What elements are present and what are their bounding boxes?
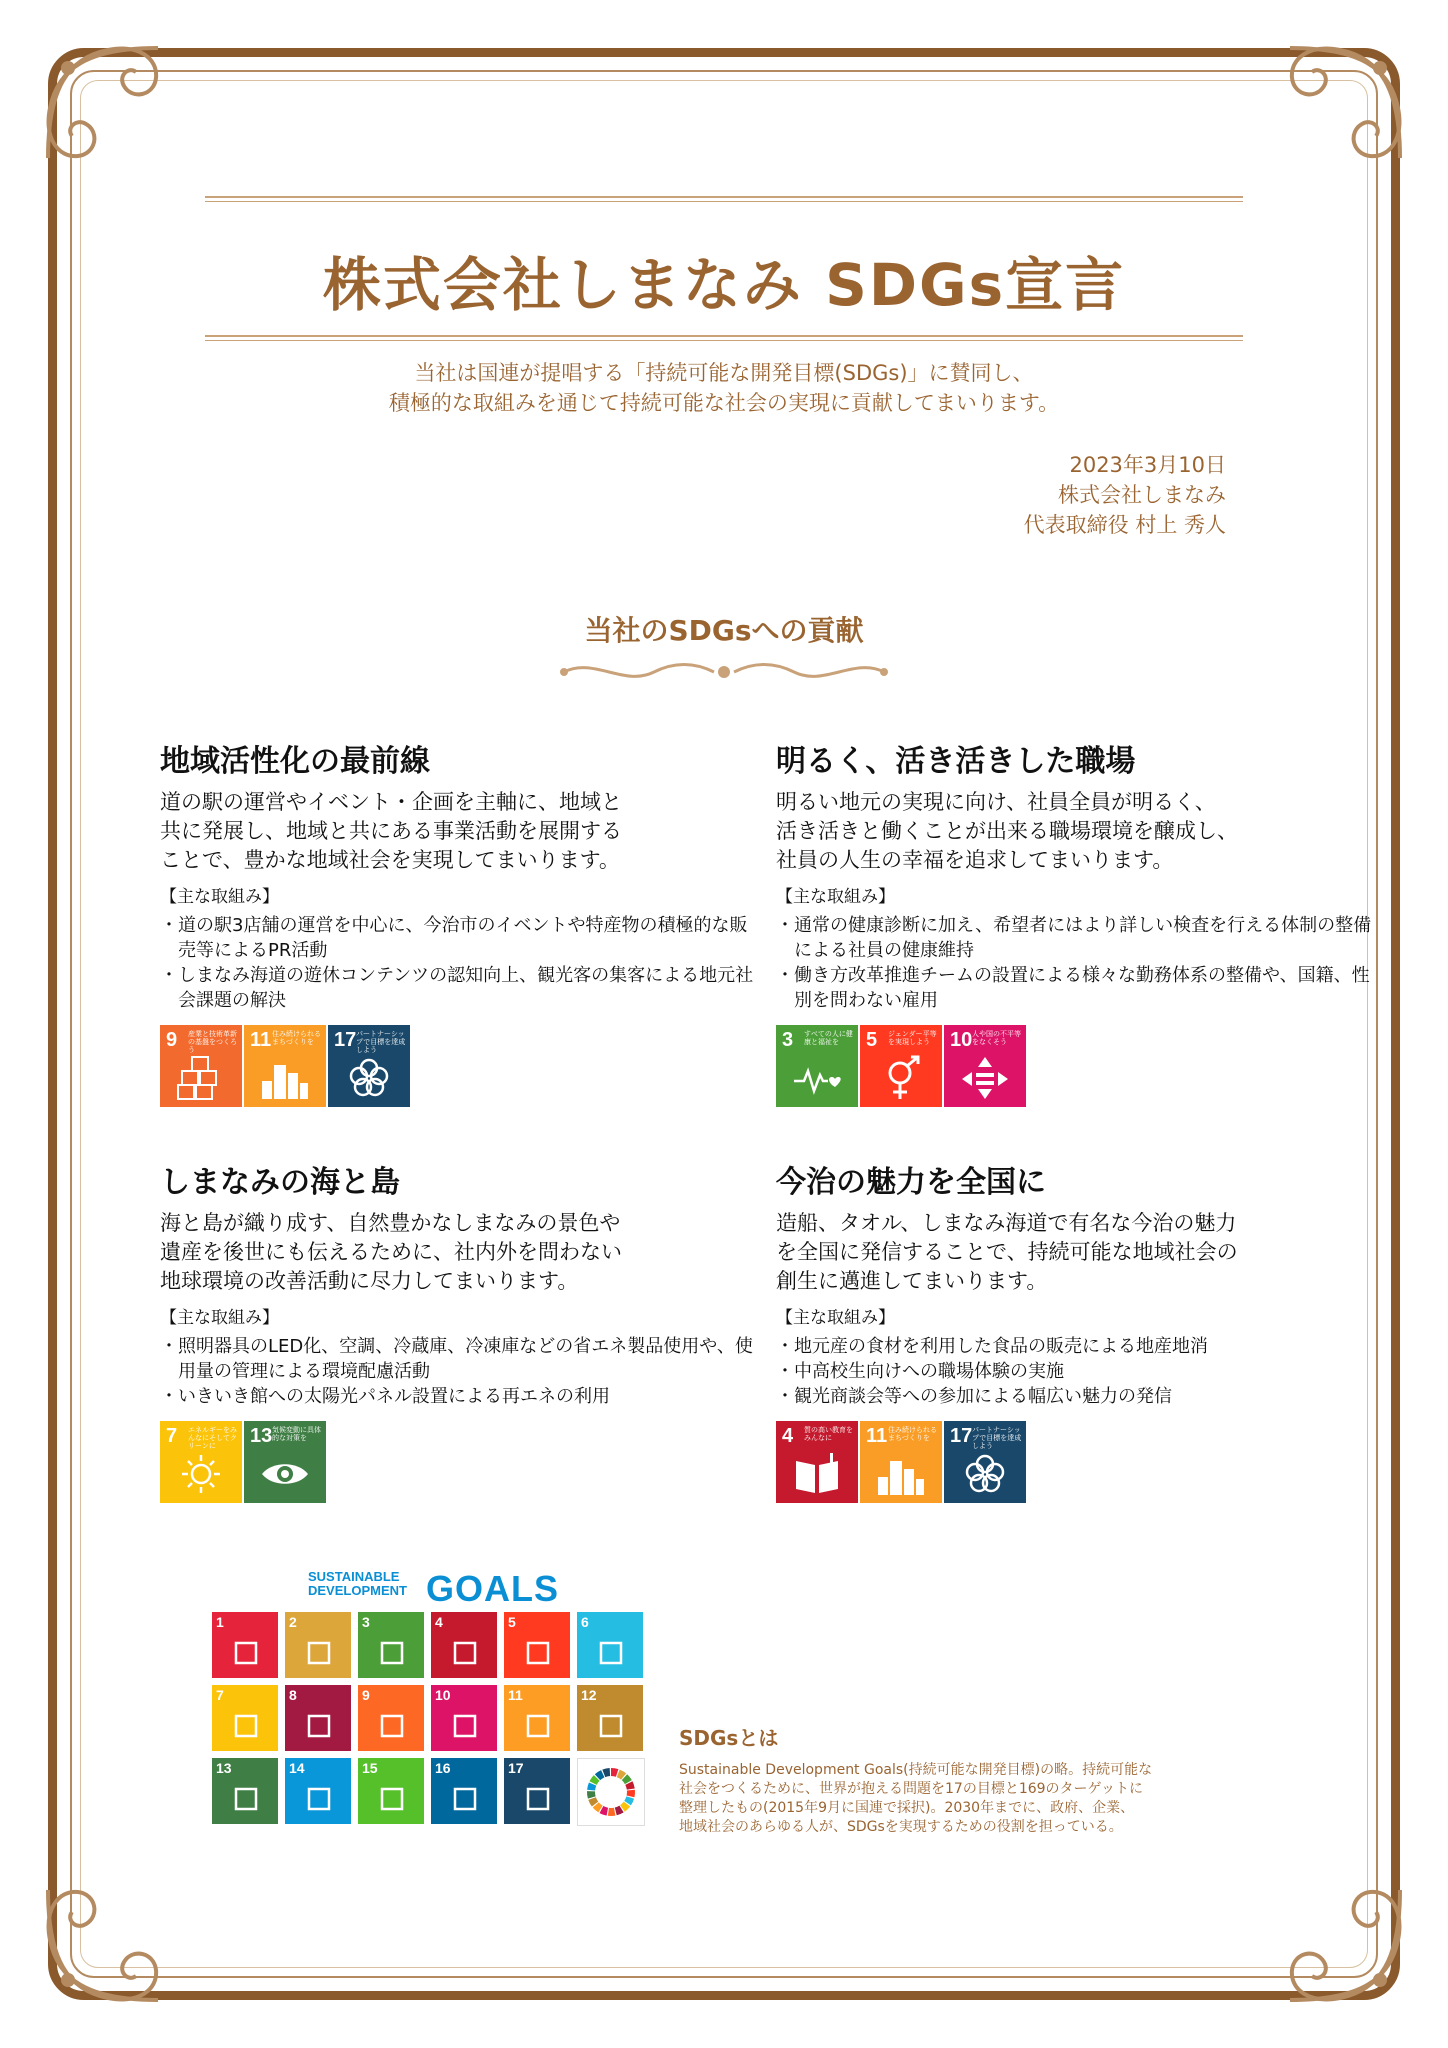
goal-number: 11 — [866, 1425, 888, 1447]
sdg-grid-tile-6 — [577, 1612, 643, 1678]
corner-ornament-icon — [28, 1870, 178, 2020]
about-heading: SDGsとは — [679, 1726, 779, 1750]
logo-line: DEVELOPMENT — [308, 1583, 407, 1598]
goal-symbol-icon — [304, 1711, 334, 1741]
goal-number: 17 — [950, 1425, 973, 1447]
page-title: 株式会社しまなみ SDGs宣言 — [322, 251, 1126, 319]
representative: 代表取締役 村上 秀人 — [1023, 513, 1226, 537]
buildings-icon — [876, 1451, 926, 1497]
goal-number: 7 — [166, 1425, 178, 1447]
book-icon — [792, 1451, 842, 1497]
sdg-goal-7-tile — [160, 1421, 242, 1503]
goal-number: 13 — [216, 1760, 232, 1776]
sdg-goal-3-tile — [776, 1025, 858, 1107]
sdg-logo — [308, 1568, 560, 1609]
goal-number: 7 — [216, 1687, 224, 1703]
intro-text — [0, 358, 1448, 418]
sdg-goal-5-tile — [860, 1025, 942, 1107]
sdg-goal-17-tile — [944, 1421, 1026, 1503]
goal-number: 9 — [166, 1029, 178, 1051]
goal-number: 11 — [250, 1029, 272, 1051]
about-line: 整理したもの(2015年9月に国連で採択)。2030年までに、政府、企業、 — [679, 1800, 1135, 1816]
flower-icon — [960, 1451, 1010, 1497]
goal-number: 2 — [289, 1614, 297, 1630]
initiatives-label: 【主な取組み】 — [776, 1308, 895, 1328]
buildings-icon — [260, 1055, 310, 1101]
corner-ornament-icon — [1270, 28, 1420, 178]
goal-number: 12 — [581, 1687, 597, 1703]
body-line: を全国に発信することで、持続可能な地域社会の — [776, 1240, 1238, 1264]
contribution-title: 当社のSDGsへの貢献 — [584, 614, 864, 647]
section-body — [160, 788, 760, 875]
date: 2023年3月10日 — [1069, 453, 1226, 477]
equality-icon — [960, 1055, 1010, 1101]
goal-title: パートナーシップで目標を達成しよう — [356, 1031, 406, 1054]
goal-number: 16 — [435, 1760, 451, 1776]
goal-number: 13 — [250, 1425, 273, 1447]
body-line: ことで、豊かな地域社会を実現してまいります。 — [160, 848, 620, 872]
initiatives-label: 【主な取組み】 — [160, 887, 279, 907]
goal-title: パートナーシップで目標を達成しよう — [972, 1427, 1022, 1450]
body-line: 遺産を後世にも伝えるために、社内外を問わない — [160, 1240, 622, 1264]
sdg-goal-10-tile — [944, 1025, 1026, 1107]
sdg-goal-13-tile — [244, 1421, 326, 1503]
sdg-wheel-icon — [578, 1759, 644, 1825]
sdg-goal-17-tile — [328, 1025, 410, 1107]
goal-number: 4 — [782, 1425, 794, 1447]
title-rule-bottom — [205, 335, 1243, 341]
sdg-grid-tile-11 — [504, 1685, 570, 1751]
sdg-wheel-tile — [577, 1758, 645, 1826]
logo-goals: GOALS — [426, 1568, 560, 1609]
list-item: ・いきいき館への太陽光パネル設置による再エネの利用 — [160, 1386, 610, 1407]
sdg-grid-tile-10 — [431, 1685, 497, 1751]
company-name: 株式会社しまなみ — [1058, 483, 1226, 507]
sdg-grid-tile-8 — [285, 1685, 351, 1751]
goal-symbol-icon — [523, 1638, 553, 1668]
sdg-grid-tile-16 — [431, 1758, 497, 1824]
sdg-goal-11-tile — [244, 1025, 326, 1107]
goal-symbol-icon — [231, 1711, 261, 1741]
goal-number: 17 — [334, 1029, 357, 1051]
logo-line: SUSTAINABLE — [308, 1569, 400, 1584]
section-bright-workplace — [776, 742, 1376, 1107]
goal-number: 6 — [581, 1614, 589, 1630]
heartbeat-icon — [792, 1055, 842, 1101]
eye-icon — [260, 1451, 310, 1497]
sdg-grid-tile-4 — [431, 1612, 497, 1678]
section-imabari-appeal — [776, 1163, 1376, 1503]
corner-ornament-icon — [28, 28, 178, 178]
goal-symbol-icon — [377, 1784, 407, 1814]
goal-number: 5 — [866, 1029, 878, 1051]
sdg-grid-tile-12 — [577, 1685, 643, 1751]
divider-ornament-icon — [554, 652, 894, 692]
list-item: ・地元産の食材を利用した食品の販売による地産地消 — [776, 1336, 1208, 1357]
goal-number: 10 — [435, 1687, 451, 1703]
goal-number: 17 — [508, 1760, 524, 1776]
sdg-grid-tile-1 — [212, 1612, 278, 1678]
goal-number: 15 — [362, 1760, 378, 1776]
sun-icon — [176, 1451, 226, 1497]
about-line: Sustainable Development Goals(持続可能な開発目標)の略。持続可能な — [679, 1762, 1153, 1778]
goal-title: エネルギーをみんなにそしてクリーンに — [188, 1427, 237, 1450]
sdg-grid-tile-7 — [212, 1685, 278, 1751]
sdg-icons — [776, 1421, 1376, 1503]
sdg-grid-tile-9 — [358, 1685, 424, 1751]
sdg-goal-11-tile — [860, 1421, 942, 1503]
sdg-goals-grid — [212, 1612, 644, 1826]
about-text — [679, 1761, 1269, 1837]
sdg-grid-tile-3 — [358, 1612, 424, 1678]
corner-ornament-icon — [1270, 1870, 1420, 2020]
list-item: ・働き方改革推進チームの設置による様々な勤務体系の整備や、国籍、性別を問わない雇用 — [776, 965, 1370, 1011]
section-body — [776, 1209, 1376, 1296]
goal-symbol-icon — [523, 1784, 553, 1814]
section-heading: 今治の魅力を全国に — [776, 1165, 1046, 1200]
body-line: 明るい地元の実現に向け、社員全員が明るく、 — [776, 790, 1216, 814]
section-body — [776, 788, 1376, 875]
list-item: ・通常の健康診断に加え、希望者にはより詳しい検査を行える体制の整備による社員の健康維持 — [776, 915, 1372, 961]
sdg-grid-tile-17 — [504, 1758, 570, 1824]
list-item: ・しまなみ海道の遊休コンテンツの認知向上、観光客の集客による地元社会課題の解決 — [160, 965, 754, 1011]
goal-number: 10 — [950, 1029, 973, 1051]
flower-icon — [344, 1055, 394, 1101]
goal-symbol-icon — [596, 1711, 626, 1741]
intro-line: 当社は国連が提唱する「持続可能な開発目標(SDGs)」に賛同し、 — [414, 361, 1034, 385]
sdg-grid-tile-14 — [285, 1758, 351, 1824]
section-heading: 地域活性化の最前線 — [160, 744, 430, 779]
list-item: ・観光商談会等への参加による幅広い魅力の発信 — [776, 1386, 1172, 1407]
goal-number: 11 — [508, 1687, 523, 1703]
section-body — [160, 1209, 760, 1296]
goal-title: 住み続けられるまちづくりを — [888, 1427, 937, 1442]
initiatives-label: 【主な取組み】 — [160, 1308, 279, 1328]
sdg-icons — [160, 1421, 760, 1503]
goal-title: 産業と技術革新の基盤をつくろう — [188, 1031, 237, 1054]
goal-number: 5 — [508, 1614, 516, 1630]
sdg-goal-4-tile — [776, 1421, 858, 1503]
goal-title: 気候変動に具体的な対策を — [272, 1427, 321, 1442]
body-line: 共に発展し、地域と共にある事業活動を展開する — [160, 819, 622, 843]
sdg-grid-tile-2 — [285, 1612, 351, 1678]
goal-symbol-icon — [450, 1711, 480, 1741]
about-sdgs — [679, 1722, 1269, 1837]
goal-title: 人や国の不平等をなくそう — [972, 1031, 1021, 1046]
initiatives-list — [776, 913, 1376, 1013]
gender-icon — [876, 1055, 926, 1101]
goal-number: 3 — [362, 1614, 370, 1630]
section-heading: しまなみの海と島 — [160, 1165, 400, 1200]
body-line: 創生に邁進してまいります。 — [776, 1269, 1048, 1293]
goal-symbol-icon — [231, 1784, 261, 1814]
goal-number: 1 — [216, 1614, 224, 1630]
about-line: 社会をつくるために、世界が抱える問題を17の目標と169のターゲットに — [679, 1781, 1143, 1797]
sdg-grid-tile-15 — [358, 1758, 424, 1824]
goal-symbol-icon — [377, 1638, 407, 1668]
goal-symbol-icon — [304, 1784, 334, 1814]
goal-title: ジェンダー平等を実現しよう — [888, 1031, 937, 1046]
goal-number: 9 — [362, 1687, 370, 1703]
list-item: ・照明器具のLED化、空調、冷蔵庫、冷凍庫などの省エネ製品使用や、使用量の管理による環境配慮活動 — [160, 1336, 753, 1382]
body-line: 活き活きと働くことが出来る職場環境を醸成し、 — [776, 819, 1238, 843]
goal-title: 住み続けられるまちづくりを — [272, 1031, 321, 1046]
goal-number: 8 — [289, 1687, 297, 1703]
body-line: 造船、タオル、しまなみ海道で有名な今治の魅力 — [776, 1211, 1237, 1235]
section-sea-and-islands — [160, 1163, 760, 1503]
sdg-icons — [776, 1025, 1376, 1107]
goal-symbol-icon — [596, 1638, 626, 1668]
goal-symbol-icon — [523, 1711, 553, 1741]
initiatives-list — [776, 1334, 1376, 1409]
initiatives-label: 【主な取組み】 — [776, 887, 895, 907]
sdg-grid-tile-5 — [504, 1612, 570, 1678]
goal-symbol-icon — [304, 1638, 334, 1668]
body-line: 道の駅の運営やイベント・企画を主軸に、地域と — [160, 790, 622, 814]
list-item: ・中高校生向けへの職場体験の実施 — [776, 1361, 1064, 1382]
list-item: ・道の駅3店舗の運営を中心に、今治市のイベントや特産物の積極的な販売等によるPR活動 — [160, 915, 748, 961]
goal-title: 質の高い教育をみんなに — [804, 1427, 853, 1442]
cubes-icon — [176, 1055, 226, 1101]
about-line: 地域社会のあらゆる人が、SDGsを実現するための役割を担っている。 — [679, 1819, 1123, 1835]
goal-symbol-icon — [450, 1638, 480, 1668]
initiatives-list — [160, 913, 760, 1013]
goal-symbol-icon — [377, 1711, 407, 1741]
body-line: 地球環境の改善活動に尽力してまいります。 — [160, 1269, 579, 1293]
sdg-icons — [160, 1025, 760, 1107]
goal-number: 4 — [435, 1614, 443, 1630]
goal-number: 3 — [782, 1029, 794, 1051]
title-rule-top — [205, 196, 1243, 202]
signature-block — [1024, 450, 1226, 540]
goal-title: すべての人に健康と福祉を — [804, 1031, 853, 1046]
section-heading: 明るく、活き活きした職場 — [776, 744, 1136, 779]
goal-symbol-icon — [231, 1638, 261, 1668]
intro-line: 積極的な取組みを通じて持続可能な社会の実現に貢献してまいります。 — [388, 391, 1060, 415]
goal-symbol-icon — [450, 1784, 480, 1814]
sdg-goal-9-tile — [160, 1025, 242, 1107]
goal-number: 14 — [289, 1760, 305, 1776]
body-line: 社員の人生の幸福を追求してまいります。 — [776, 848, 1174, 872]
body-line: 海と島が織り成す、自然豊かなしまなみの景色や — [160, 1211, 621, 1235]
sdg-grid-tile-13 — [212, 1758, 278, 1824]
initiatives-list — [160, 1334, 760, 1409]
section-regional-revitalization — [160, 742, 760, 1107]
